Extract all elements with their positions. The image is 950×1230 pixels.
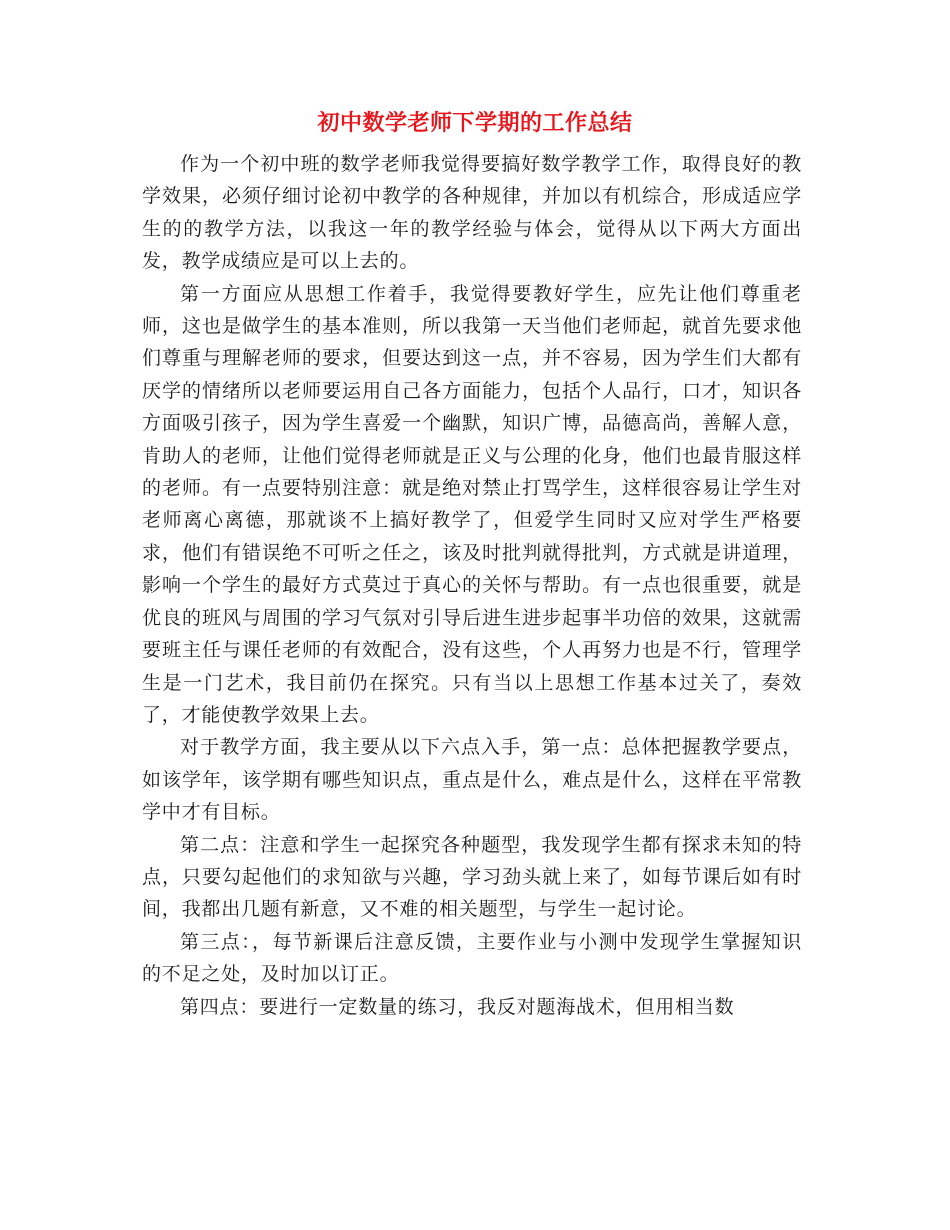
paragraph: 第二点：注意和学生一起探究各种题型，我发现学生都有探求未知的特点，只要勾起他们的求知欲与兴趣，学习劲头就上来了，如每节课后如有时间，我都出几题有新意，又不难的相关题型，与学生一起讨论。 <box>142 833 802 921</box>
document-body <box>142 148 802 1023</box>
paragraph: 作为一个初中班的数学老师我觉得要搞好数学教学工作，取得良好的教学效果，必须仔细讨论初中教学的各种规律，并加以有机综合，形成适应学生的的教学方法，以我这一年的教学经验与体会，觉得从以下两大方面出发，教学成绩应是可以上去的。 <box>142 153 802 273</box>
paragraph: 第三点：，每节新课后注意反馈，主要作业与小测中发现学生掌握知识的不足之处，及时加以订正。 <box>142 930 802 986</box>
paragraph: 第四点：要进行一定数量的练习，我反对题海战术，但用相当数 <box>180 995 735 1018</box>
document-title: 初中数学老师下学期的工作总结 <box>317 111 633 136</box>
paragraph: 对于教学方面，我主要从以下六点入手，第一点：总体把握教学要点，如该学年，该学期有哪些知识点，重点是什么，难点是什么，这样在平常教学中才有目标。 <box>142 736 802 824</box>
paragraph: 第一方面应从思想工作着手，我觉得要教好学生，应先让他们尊重老师，这也是做学生的基本准则，所以我第一天当他们老师起，就首先要求他们尊重与理解老师的要求，但要达到这一点，并不容易，因为学生们大都有厌学的情绪所以老师要运用自己各方面能力，包括个人品行，口才，知识各方面吸引孩子，因为学生喜爱一个幽默，知识广博，品德高尚，善解人意，肯助人的老师，让他们觉得老师就是正义与公理的化身，他们也最肯服这样的老师。有一点要特别注意：就是绝对禁止打骂学生，这样很容易让学生对老师离心离德，那就谈不上搞好教学了，但爱学生同时又应对学生严格要求，他们有错误绝不可听之任之，该及时批判就得批判，方式就是讲道理，影响一个学生的最好方式莫过于真心的关怀与帮助。有一点也很重要，就是优良的班风与周围的学习气氛对引导后进生进步起事半功倍的效果，这就需要班主任与课任老师的有效配合，没有这些，个人再努力也是不行，管理学生是一门艺术，我目前仍在探究。只有当以上思想工作基本过关了，奏效了，才能使教学效果上去。 <box>142 282 802 726</box>
